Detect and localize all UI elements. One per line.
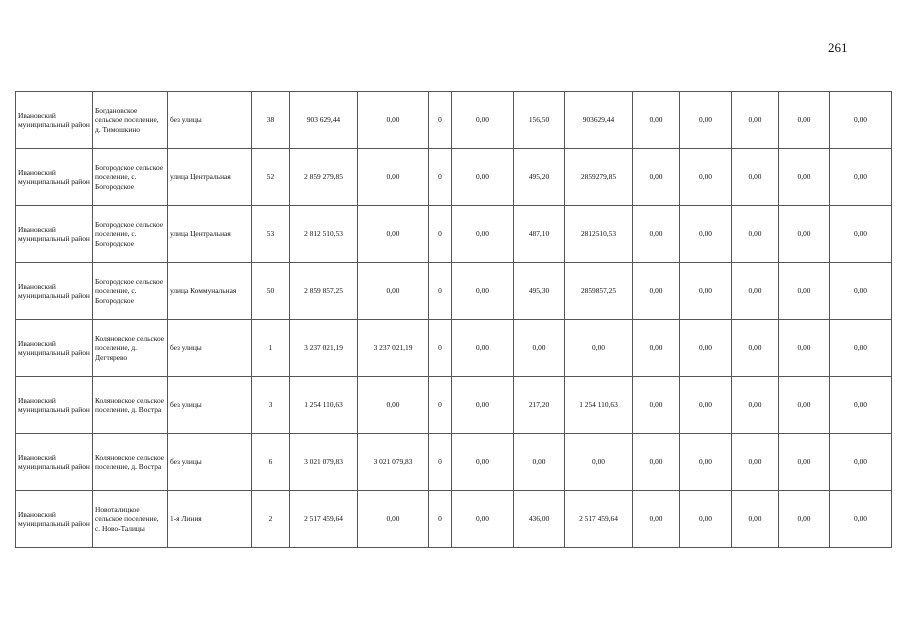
- value-cell: 0,00: [680, 149, 732, 206]
- settlement-cell: Богородское сельское поселение, с. Богородское: [93, 263, 168, 320]
- count-cell: 0: [429, 92, 452, 149]
- total-cost-cell: 3 237 021,19: [290, 320, 358, 377]
- value-cell: 2812510,53: [565, 206, 633, 263]
- house-number-cell: 52: [252, 149, 290, 206]
- value-cell: 2859857,25: [565, 263, 633, 320]
- district-cell: Ивановский муниципальный район: [16, 320, 93, 377]
- value-cell: 0,00: [633, 263, 680, 320]
- value-cell: 0,00: [358, 491, 429, 548]
- area-cell: 0,00: [514, 320, 565, 377]
- table-row: [16, 434, 892, 491]
- value-cell: 0,00: [680, 377, 732, 434]
- total-cost-cell: 3 021 079,83: [290, 434, 358, 491]
- value-cell: 0,00: [732, 377, 779, 434]
- count-cell: 0: [429, 149, 452, 206]
- value-cell: 0,00: [565, 320, 633, 377]
- house-number-cell: 2: [252, 491, 290, 548]
- value-cell: 0,00: [452, 92, 514, 149]
- value-cell: 0,00: [452, 377, 514, 434]
- house-number-cell: 6: [252, 434, 290, 491]
- total-cost-cell: 2 517 459,64: [290, 491, 358, 548]
- table-row: [16, 377, 892, 434]
- district-cell: Ивановский муниципальный район: [16, 92, 93, 149]
- table-body: [16, 92, 892, 548]
- street-cell: 1-я Линия: [168, 491, 252, 548]
- value-cell: 0,00: [680, 92, 732, 149]
- street-cell: без улицы: [168, 434, 252, 491]
- value-cell: 0,00: [680, 434, 732, 491]
- table-row: [16, 206, 892, 263]
- value-cell: 3 237 021,19: [358, 320, 429, 377]
- value-cell: 0,00: [779, 377, 830, 434]
- value-cell: 0,00: [830, 149, 892, 206]
- value-cell: 0,00: [830, 206, 892, 263]
- value-cell: 0,00: [779, 149, 830, 206]
- table-row: [16, 491, 892, 548]
- total-cost-cell: 903 629,44: [290, 92, 358, 149]
- area-cell: 217,20: [514, 377, 565, 434]
- house-number-cell: 53: [252, 206, 290, 263]
- value-cell: 0,00: [732, 320, 779, 377]
- count-cell: 0: [429, 320, 452, 377]
- value-cell: 0,00: [830, 92, 892, 149]
- value-cell: 2859279,85: [565, 149, 633, 206]
- value-cell: 0,00: [358, 263, 429, 320]
- street-cell: без улицы: [168, 377, 252, 434]
- area-cell: 495,30: [514, 263, 565, 320]
- value-cell: 0,00: [830, 263, 892, 320]
- street-cell: без улицы: [168, 92, 252, 149]
- value-cell: 0,00: [633, 320, 680, 377]
- area-cell: 487,10: [514, 206, 565, 263]
- count-cell: 0: [429, 263, 452, 320]
- value-cell: 0,00: [633, 491, 680, 548]
- table-row: [16, 149, 892, 206]
- value-cell: 0,00: [452, 263, 514, 320]
- value-cell: 0,00: [732, 149, 779, 206]
- value-cell: 0,00: [452, 206, 514, 263]
- value-cell: 0,00: [633, 149, 680, 206]
- value-cell: 0,00: [452, 434, 514, 491]
- settlement-cell: Богородское сельское поселение, с. Богородское: [93, 149, 168, 206]
- value-cell: 0,00: [779, 491, 830, 548]
- value-cell: 0,00: [732, 491, 779, 548]
- district-cell: Ивановский муниципальный район: [16, 491, 93, 548]
- settlement-cell: Коляновское сельское поселение, д. Востра: [93, 434, 168, 491]
- value-cell: 0,00: [779, 263, 830, 320]
- value-cell: 1 254 110,63: [565, 377, 633, 434]
- count-cell: 0: [429, 206, 452, 263]
- area-cell: 436,00: [514, 491, 565, 548]
- value-cell: 0,00: [732, 92, 779, 149]
- value-cell: 0,00: [732, 263, 779, 320]
- value-cell: 0,00: [452, 149, 514, 206]
- value-cell: 903629,44: [565, 92, 633, 149]
- district-cell: Ивановский муниципальный район: [16, 377, 93, 434]
- street-cell: улица Центральная: [168, 206, 252, 263]
- value-cell: 0,00: [680, 491, 732, 548]
- area-cell: 0,00: [514, 434, 565, 491]
- value-cell: 0,00: [358, 92, 429, 149]
- street-cell: без улицы: [168, 320, 252, 377]
- table-row: [16, 92, 892, 149]
- value-cell: 0,00: [779, 434, 830, 491]
- value-cell: 0,00: [732, 434, 779, 491]
- count-cell: 0: [429, 491, 452, 548]
- table-row: [16, 263, 892, 320]
- total-cost-cell: 1 254 110,63: [290, 377, 358, 434]
- value-cell: 0,00: [358, 206, 429, 263]
- house-number-cell: 1: [252, 320, 290, 377]
- settlement-cell: Коляновское сельское поселение, д. Дегтярево: [93, 320, 168, 377]
- value-cell: 3 021 079,83: [358, 434, 429, 491]
- value-cell: 0,00: [779, 92, 830, 149]
- value-cell: 0,00: [565, 434, 633, 491]
- settlement-cell: Богородское сельское поселение, с. Богородское: [93, 206, 168, 263]
- value-cell: 0,00: [633, 206, 680, 263]
- house-number-cell: 38: [252, 92, 290, 149]
- value-cell: 0,00: [633, 92, 680, 149]
- street-cell: улица Коммунальная: [168, 263, 252, 320]
- value-cell: 0,00: [830, 377, 892, 434]
- value-cell: 0,00: [452, 320, 514, 377]
- settlement-cell: Богдановское сельское поселение, д. Тимошкино: [93, 92, 168, 149]
- house-number-cell: 50: [252, 263, 290, 320]
- settlement-cell: Коляновское сельское поселение, д. Востра: [93, 377, 168, 434]
- settlement-cell: Новоталицкое сельское поселение, с. Ново-Талицы: [93, 491, 168, 548]
- district-cell: Ивановский муниципальный район: [16, 434, 93, 491]
- area-cell: 156,50: [514, 92, 565, 149]
- value-cell: 0,00: [779, 320, 830, 377]
- total-cost-cell: 2 812 510,53: [290, 206, 358, 263]
- value-cell: 0,00: [452, 491, 514, 548]
- count-cell: 0: [429, 377, 452, 434]
- table-row: [16, 320, 892, 377]
- page-number: 261: [828, 40, 848, 55]
- district-cell: Ивановский муниципальный район: [16, 263, 93, 320]
- value-cell: 0,00: [680, 206, 732, 263]
- house-number-cell: 3: [252, 377, 290, 434]
- total-cost-cell: 2 859 279,85: [290, 149, 358, 206]
- value-cell: 0,00: [830, 434, 892, 491]
- value-cell: 0,00: [633, 377, 680, 434]
- street-cell: улица Центральная: [168, 149, 252, 206]
- value-cell: 0,00: [633, 434, 680, 491]
- district-cell: Ивановский муниципальный район: [16, 149, 93, 206]
- district-cell: Ивановский муниципальный район: [16, 206, 93, 263]
- value-cell: 0,00: [779, 206, 830, 263]
- value-cell: 0,00: [358, 377, 429, 434]
- total-cost-cell: 2 859 857,25: [290, 263, 358, 320]
- value-cell: 0,00: [358, 149, 429, 206]
- count-cell: 0: [429, 434, 452, 491]
- value-cell: 0,00: [680, 320, 732, 377]
- housing-registry-table: [15, 91, 892, 548]
- value-cell: 0,00: [830, 320, 892, 377]
- value-cell: 0,00: [680, 263, 732, 320]
- value-cell: 2 517 459,64: [565, 491, 633, 548]
- area-cell: 495,20: [514, 149, 565, 206]
- value-cell: 0,00: [732, 206, 779, 263]
- value-cell: 0,00: [830, 491, 892, 548]
